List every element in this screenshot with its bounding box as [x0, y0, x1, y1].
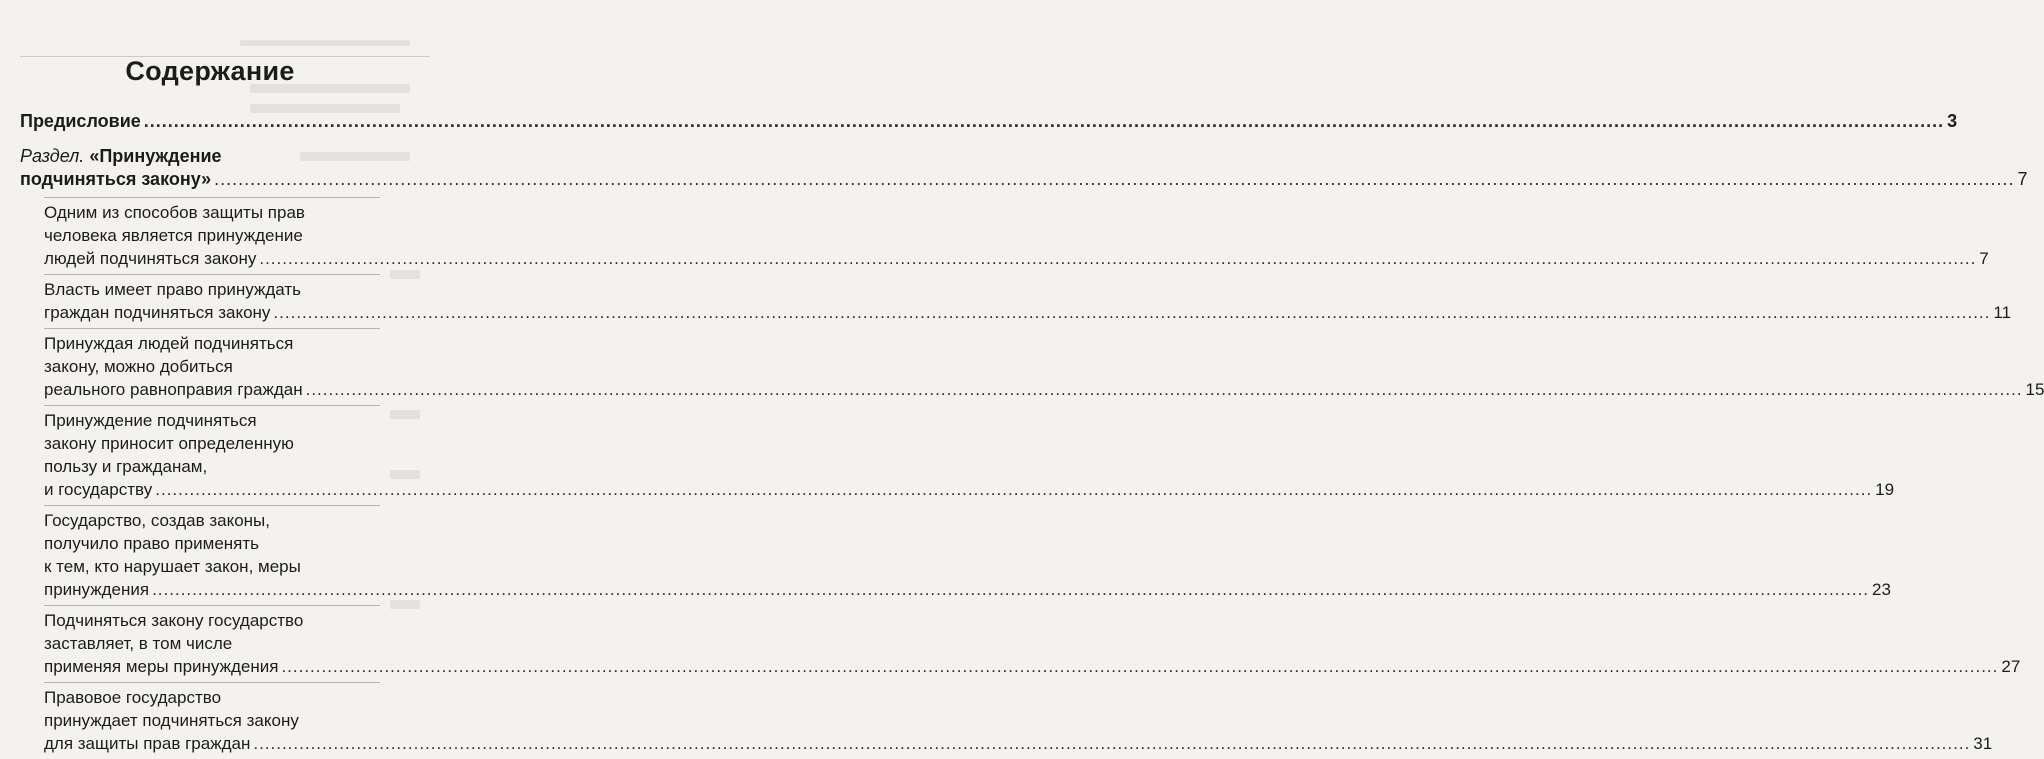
toc-entry-line: закону, можно добиться — [44, 357, 233, 376]
toc-entry-line: Принуждение подчиняться — [44, 411, 257, 430]
toc-entry-last-line — [44, 655, 2021, 678]
dot-leader: ............................................................................................................................................................................................................................................................................................................ — [214, 169, 2015, 189]
dot-leader: ............................................................................................................................................................................................................................................................................................................ — [259, 249, 1977, 268]
toc-entry-title: подчиняться закону» — [20, 169, 212, 189]
toc-entry-last-line — [44, 301, 2012, 324]
dot-leader: ............................................................................................................................................................................................................................................................................................................ — [281, 657, 1999, 676]
toc-entry-line: закону приносит определенную — [44, 434, 294, 453]
toc-entry-line: Власть имеет право принуждать — [44, 280, 302, 299]
toc-entry-title: применяя меры принуждения — [44, 657, 279, 676]
toc-entry-line: Правовое государство — [44, 688, 222, 707]
page-number: 7 — [2017, 169, 2028, 189]
toc-entry-line: Подчиняться закону государство — [44, 611, 304, 630]
dot-leader: ............................................................................................................................................................................................................................................................................................................ — [155, 480, 1873, 499]
toc-entry-title: для защиты прав граждан — [44, 734, 251, 753]
toc-entry-line: принуждает подчиняться закону — [44, 711, 299, 730]
toc-entry-last-line — [20, 110, 1958, 133]
toc-entry-line: к тем, кто нарушает закон, меры — [44, 557, 301, 576]
toc-entry-line: заставляет, в том числе — [44, 634, 233, 653]
toc-entry-line: Одним из способов защиты прав — [44, 203, 305, 222]
toc-entry-line: Государство, создав законы, — [44, 511, 270, 530]
toc-entry-line: человека является принуждение — [44, 226, 303, 245]
toc-entry-title: людей подчиняться закону — [44, 249, 257, 268]
dot-leader: ............................................................................................................................................................................................................................................................................................................ — [305, 380, 2023, 399]
dot-leader: ............................................................................................................................................................................................................................................................................................................ — [273, 303, 1991, 322]
section-prefix: Раздел. — [20, 146, 85, 166]
toc-entry-title: и государству — [44, 480, 153, 499]
page-number: 23 — [1872, 580, 1891, 599]
toc-entry — [44, 682, 1993, 759]
toc-entry-line — [20, 145, 380, 168]
toc-entry — [44, 197, 1989, 274]
page-number: 7 — [1979, 249, 1989, 268]
page-number: 19 — [1875, 480, 1895, 499]
toc-entry-last-line — [44, 478, 1895, 501]
toc-entry — [20, 110, 1958, 133]
table-of-contents — [20, 110, 2044, 759]
dot-leader: ............................................................................................................................................................................................................................................................................................................ — [143, 111, 1945, 131]
page-number: 31 — [1973, 734, 1993, 753]
toc-entry-last-line — [44, 732, 1993, 755]
toc-entry-title: реального равноправия граждан — [44, 380, 303, 399]
toc-entry-line: пользу и гражданам, — [44, 457, 208, 476]
page-number: 3 — [1947, 111, 1958, 131]
toc-entry — [44, 328, 2044, 405]
dot-leader: ............................................................................................................................................................................................................................................................................................................ — [152, 580, 1870, 599]
toc-entry-last-line — [44, 578, 1891, 601]
toc-entry — [44, 274, 2012, 328]
toc-entry-line: Принуждая людей подчиняться — [44, 334, 294, 353]
toc-entry — [20, 145, 2028, 191]
page-number: 11 — [1993, 303, 2012, 322]
toc-entry-last-line — [20, 168, 2028, 191]
section-title-part: «Принуждение — [84, 146, 222, 166]
toc-entry-line: получило право применять — [44, 534, 260, 553]
toc-entry — [44, 605, 2021, 682]
toc-entry-title: принуждения — [44, 580, 150, 599]
toc-entry-title: Предисловие — [20, 111, 141, 131]
toc-entry-last-line — [44, 247, 1989, 270]
toc-entry-title: граждан подчиняться закону — [44, 303, 271, 322]
toc-entry — [44, 505, 1891, 605]
page-number: 27 — [2001, 657, 2021, 676]
toc-entry — [44, 405, 1895, 505]
dot-leader: ............................................................................................................................................................................................................................................................................................................ — [253, 734, 1971, 753]
page-number: 15 — [2025, 380, 2044, 399]
page-title: Содержание — [125, 56, 295, 86]
toc-entry-last-line — [44, 378, 2044, 401]
